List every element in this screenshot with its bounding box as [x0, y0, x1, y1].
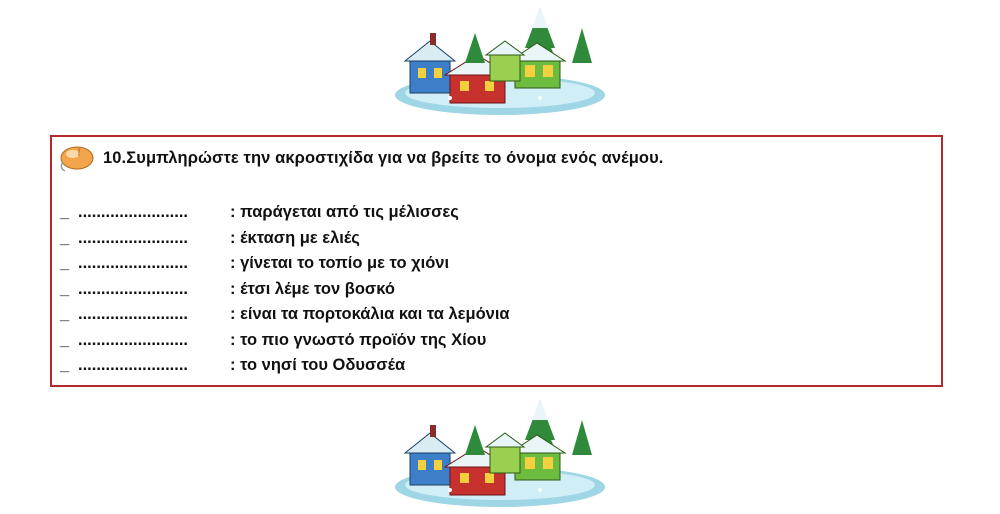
exercise-heading: [57, 143, 663, 173]
exercise-title: 10.Συμπληρώστε την ακροστιχίδα για να βρείτε το όνομα ενός ανέμου.: [103, 148, 664, 167]
clue-text: είναι τα πορτοκάλια και τα λεμόνια: [240, 305, 510, 323]
acrostic-row: [60, 328, 510, 354]
blank-marker[interactable]: _: [60, 279, 70, 298]
clue-text: γίνεται το τοπίο με το χιόνι: [240, 254, 450, 272]
separator: :: [230, 305, 236, 323]
blank-marker[interactable]: _: [60, 305, 70, 323]
clue-text: παράγεται από τις μέλισσες: [240, 203, 459, 221]
blank-marker[interactable]: _: [60, 203, 70, 221]
separator: :: [230, 254, 236, 272]
answer-dots[interactable]: ........................: [78, 203, 189, 221]
answer-dots[interactable]: ........................: [78, 330, 189, 349]
separator: :: [230, 279, 236, 298]
acrostic-list: [60, 200, 510, 379]
separator: :: [230, 228, 236, 247]
winter-village-illustration-top: [390, 3, 610, 118]
blank-marker[interactable]: _: [60, 228, 70, 247]
separator: :: [230, 203, 236, 221]
answer-dots[interactable]: ........................: [78, 279, 189, 298]
blank-marker[interactable]: _: [60, 330, 70, 349]
separator: :: [230, 330, 236, 349]
answer-dots[interactable]: ........................: [78, 254, 189, 272]
blank-marker[interactable]: _: [60, 356, 70, 374]
computer-mouse-icon: [57, 142, 97, 174]
answer-dots[interactable]: ........................: [78, 228, 189, 247]
blank-marker[interactable]: _: [60, 254, 70, 272]
clue-text: έκταση με ελιές: [240, 228, 360, 247]
acrostic-row: [60, 353, 510, 379]
separator: :: [230, 356, 236, 374]
acrostic-row: [60, 251, 510, 277]
winter-village-illustration-bottom: [390, 395, 610, 510]
exercise-card: [50, 135, 943, 387]
acrostic-row: [60, 226, 510, 252]
clue-text: το πιο γνωστό προϊόν της Χίου: [240, 330, 487, 349]
acrostic-row: [60, 200, 510, 226]
clue-text: το νησί του Οδυσσέα: [240, 356, 406, 374]
acrostic-row: [60, 302, 510, 328]
acrostic-row: [60, 277, 510, 303]
answer-dots[interactable]: ........................: [78, 356, 189, 374]
clue-text: έτσι λέμε τον βοσκό: [240, 279, 395, 298]
answer-dots[interactable]: ........................: [78, 305, 189, 323]
